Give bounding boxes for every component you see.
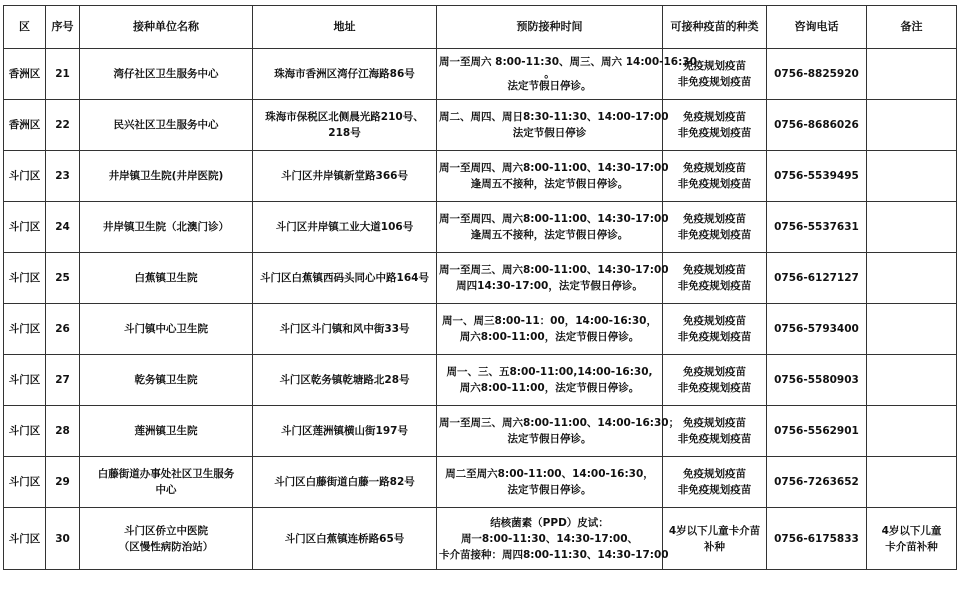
unit-name-cell xyxy=(80,508,253,570)
schedule-cell xyxy=(437,202,669,253)
schedule-line: 周一至周六 8:00-11:30、周三、周六 14:00-16:30 xyxy=(439,56,697,68)
vaccine-line: 免疫规划疫苗 xyxy=(683,366,746,378)
note-cell xyxy=(867,508,957,570)
schedule-line: 法定节假日停诊。 xyxy=(507,484,592,496)
table-row xyxy=(4,406,957,457)
table-row xyxy=(4,49,957,100)
number-cell: 26 xyxy=(46,304,80,355)
schedule-cell xyxy=(437,253,669,304)
schedule-line: 周一8:00-11:30、14:30-17:00、 xyxy=(460,532,639,545)
unit-name-cell xyxy=(80,49,253,100)
schedule-cell xyxy=(437,151,669,202)
number-cell: 23 xyxy=(46,151,80,202)
vaccine-line: 免疫规划疫苗 xyxy=(683,417,746,429)
district-cell: 斗门区 xyxy=(4,151,46,202)
vaccine-line: 非免疫规划疫苗 xyxy=(677,280,752,292)
table-row xyxy=(4,304,957,355)
vaccine-types-cell xyxy=(663,304,767,355)
unit-name-cell xyxy=(80,304,253,355)
unit-name-line: 中心 xyxy=(155,484,177,496)
address-cell: 斗门区井岸镇新堂路366号 xyxy=(253,151,437,202)
vaccine-types-cell xyxy=(663,151,767,202)
address-cell: 珠海市香洲区湾仔江海路86号 xyxy=(253,49,437,100)
header-vaccine-types: 可接种疫苗的种类 xyxy=(663,6,767,49)
note-cell xyxy=(867,457,957,508)
vaccine-line: 非免疫规划疫苗 xyxy=(677,229,752,241)
table-row xyxy=(4,457,957,508)
vaccine-types-cell xyxy=(663,100,767,151)
unit-name-line: 井岸镇卫生院(井岸医院) xyxy=(108,170,224,182)
unit-name-line: 乾务镇卫生院 xyxy=(134,374,198,386)
phone-cell: 0756-5793400 xyxy=(767,304,867,355)
table-row xyxy=(4,355,957,406)
schedule-cell xyxy=(437,457,663,508)
schedule-cell xyxy=(437,304,663,355)
note-line: 卡介苗补种 xyxy=(885,540,938,553)
table-row xyxy=(4,253,957,304)
table-row xyxy=(4,151,957,202)
number-cell: 28 xyxy=(46,406,80,457)
phone-cell: 0756-5580903 xyxy=(767,355,867,406)
schedule-line: 周六8:00-11:00，法定节假日停诊。 xyxy=(459,331,640,343)
address-cell: 斗门区井岸镇工业大道106号 xyxy=(253,202,437,253)
vaccine-types-cell xyxy=(663,508,767,570)
unit-name-line: 斗门镇中心卫生院 xyxy=(124,323,208,335)
unit-name-line: 井岸镇卫生院（北澳门诊） xyxy=(103,221,229,233)
phone-cell: 0756-6127127 xyxy=(767,253,867,304)
phone-cell: 0756-6175833 xyxy=(767,508,867,570)
unit-name-cell xyxy=(80,406,253,457)
unit-name-cell xyxy=(80,202,253,253)
header-number: 序号 xyxy=(46,6,80,49)
vaccine-types-cell xyxy=(663,457,767,508)
note-cell xyxy=(867,355,957,406)
district-cell: 斗门区 xyxy=(4,355,46,406)
vaccine-line: 非免疫规划疫苗 xyxy=(677,331,752,343)
district-cell: 斗门区 xyxy=(4,202,46,253)
vaccine-line: 补种 xyxy=(704,540,725,553)
address-cell: 斗门区乾务镇乾塘路北28号 xyxy=(253,355,437,406)
number-cell: 30 xyxy=(46,508,80,570)
phone-cell: 0756-8686026 xyxy=(767,100,867,151)
unit-name-line: 白藤街道办事处社区卫生服务 xyxy=(97,468,235,480)
unit-name-cell xyxy=(80,457,253,508)
schedule-cell xyxy=(437,100,669,151)
address-cell: 斗门区白蕉镇连桥路65号 xyxy=(253,508,437,570)
phone-cell: 0756-5562901 xyxy=(767,406,867,457)
schedule-cell xyxy=(437,406,680,457)
district-cell: 斗门区 xyxy=(4,508,46,570)
vaccine-line: 免疫规划疫苗 xyxy=(683,264,746,276)
header-address: 地址 xyxy=(253,6,437,49)
vaccine-line: 免疫规划疫苗 xyxy=(683,111,746,123)
phone-cell: 0756-5537631 xyxy=(767,202,867,253)
address-cell: 斗门区白蕉镇西码头同心中路164号 xyxy=(253,253,437,304)
unit-name-line: 湾仔社区卫生服务中心 xyxy=(113,68,219,80)
vaccine-types-cell xyxy=(663,406,767,457)
phone-cell: 0756-5539495 xyxy=(767,151,867,202)
header-schedule: 预防接种时间 xyxy=(437,6,663,49)
address-cell: 斗门区莲洲镇横山街197号 xyxy=(253,406,437,457)
number-cell: 24 xyxy=(46,202,80,253)
vaccine-line: 免疫规划疫苗 xyxy=(683,162,746,174)
schedule-line: 结核菌素（PPD）皮试： xyxy=(490,516,609,529)
unit-name-line: 民兴社区卫生服务中心 xyxy=(113,119,219,131)
note-cell xyxy=(867,304,957,355)
header-row xyxy=(4,6,957,49)
schedule-line: 。 xyxy=(544,68,555,80)
schedule-line: 周一至周四、周六8:00-11:00、14:30-17:00 xyxy=(439,162,669,174)
vaccine-line: 非免疫规划疫苗 xyxy=(677,433,752,445)
unit-name-line: 斗门区侨立中医院 xyxy=(124,524,208,537)
unit-name-line: （区慢性病防治站） xyxy=(118,540,214,553)
schedule-cell xyxy=(437,355,663,406)
unit-name-line: 白蕉镇卫生院 xyxy=(134,272,198,284)
vaccine-line: 非免疫规划疫苗 xyxy=(677,76,752,88)
district-cell: 斗门区 xyxy=(4,406,46,457)
vaccine-line: 非免疫规划疫苗 xyxy=(677,127,752,139)
district-cell: 斗门区 xyxy=(4,253,46,304)
address-cell: 珠海市保税区北侧晨光路210号、218号 xyxy=(253,100,437,151)
vaccine-line: 4岁以下儿童卡介苗 xyxy=(668,524,761,537)
header-phone: 咨询电话 xyxy=(767,6,867,49)
unit-name-cell xyxy=(80,151,253,202)
vaccine-types-cell xyxy=(663,355,767,406)
district-cell: 斗门区 xyxy=(4,304,46,355)
schedule-line: 法定节假日停诊。 xyxy=(507,80,592,92)
schedule-line: 周一、三、五8:00-11:00,14:00-16:30, xyxy=(446,366,653,378)
schedule-cell xyxy=(437,49,697,100)
table-row xyxy=(4,100,957,151)
unit-name-cell xyxy=(80,100,253,151)
schedule-line: 周二至周六8:00-11:00、14:00-16:30， xyxy=(445,468,654,480)
header-unit-name: 接种单位名称 xyxy=(80,6,253,49)
schedule-line: 逢周五不接种，法定节假日停诊。 xyxy=(470,178,629,190)
note-line: 4岁以下儿童 xyxy=(881,524,942,537)
vaccine-line: 免疫规划疫苗 xyxy=(683,315,746,327)
vaccine-line: 非免疫规划疫苗 xyxy=(677,382,752,394)
table-row xyxy=(4,202,957,253)
note-cell xyxy=(867,100,957,151)
unit-name-cell xyxy=(80,355,253,406)
schedule-line: 周一至周三、周六8:00-11:00、14:30-17:00 xyxy=(439,264,669,276)
district-cell: 香洲区 xyxy=(4,100,46,151)
note-cell xyxy=(867,253,957,304)
vaccine-types-cell xyxy=(663,202,767,253)
schedule-line: 周六8:00-11:00，法定节假日停诊。 xyxy=(459,382,640,394)
schedule-line: 周二、周四、周日8:30-11:30、14:00-17:00 xyxy=(439,111,669,123)
schedule-line: 法定节假日停诊。 xyxy=(507,433,592,445)
note-cell xyxy=(867,406,957,457)
vaccine-line: 非免疫规划疫苗 xyxy=(677,178,752,190)
vaccine-types-cell xyxy=(663,253,767,304)
number-cell: 22 xyxy=(46,100,80,151)
district-cell: 斗门区 xyxy=(4,457,46,508)
vaccine-line: 免疫规划疫苗 xyxy=(683,60,746,72)
schedule-line: 周一至周四、周六8:00-11:00、14:30-17:00 xyxy=(439,213,669,225)
schedule-line: 周四14:30-17:00，法定节假日停诊。 xyxy=(456,280,643,292)
address-cell: 斗门区斗门镇和风中街33号 xyxy=(253,304,437,355)
vaccine-line: 非免疫规划疫苗 xyxy=(677,484,752,496)
table-row xyxy=(4,508,957,570)
address-cell: 斗门区白藤街道白藤一路82号 xyxy=(253,457,437,508)
phone-cell: 0756-8825920 xyxy=(767,49,867,100)
schedule-line: 周一至周三、周六8:00-11:00、14:00-16:30； xyxy=(439,417,680,429)
number-cell: 27 xyxy=(46,355,80,406)
header-note: 备注 xyxy=(867,6,957,49)
note-cell xyxy=(867,151,957,202)
phone-cell: 0756-7263652 xyxy=(767,457,867,508)
vaccine-line: 免疫规划疫苗 xyxy=(683,468,746,480)
unit-name-line: 莲洲镇卫生院 xyxy=(134,425,198,437)
number-cell: 25 xyxy=(46,253,80,304)
unit-name-cell xyxy=(80,253,253,304)
vaccine-line: 免疫规划疫苗 xyxy=(683,213,746,225)
schedule-line: 卡介苗接种：周四8:00-11:30、14:30-17:00 xyxy=(439,548,669,561)
number-cell: 21 xyxy=(46,49,80,100)
number-cell: 29 xyxy=(46,457,80,508)
header-district: 区 xyxy=(4,6,46,49)
vaccination-sites-table xyxy=(3,5,957,570)
note-cell xyxy=(867,202,957,253)
schedule-cell xyxy=(437,508,669,570)
schedule-line: 法定节假日停诊 xyxy=(512,127,587,139)
schedule-line: 周一、周三8:00-11：00，14:00-16:30， xyxy=(442,315,657,327)
note-cell xyxy=(867,49,957,100)
district-cell: 香洲区 xyxy=(4,49,46,100)
schedule-line: 逢周五不接种，法定节假日停诊。 xyxy=(470,229,629,241)
